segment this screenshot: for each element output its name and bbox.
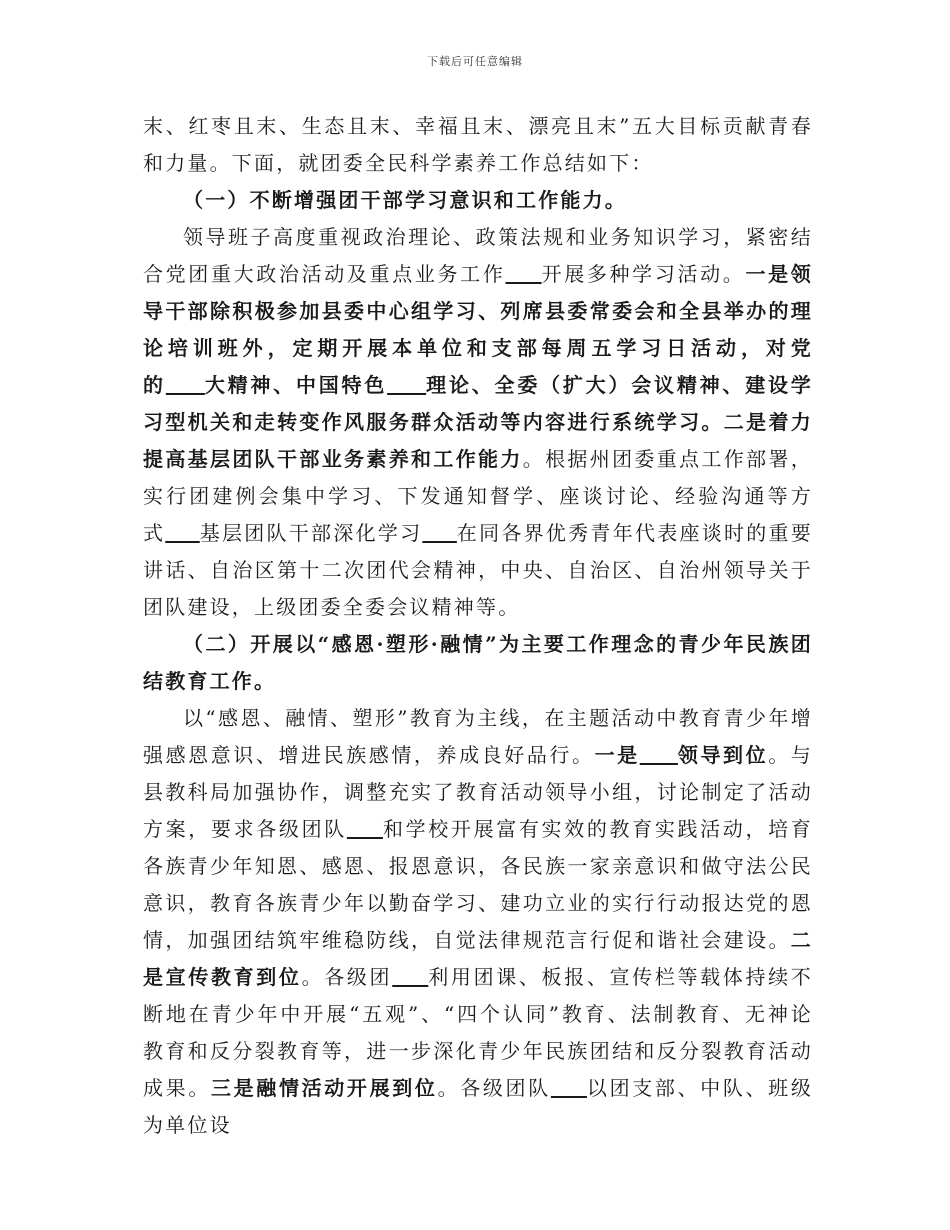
paragraph: [143, 700, 813, 1144]
bold-text-run: （一）不断增强团干部学习意识和工作能力。: [183, 188, 627, 212]
text-run: 。根据州团委重点工作部署，实行团建例会集中学习、下发通知督学、座谈讨论、经验沟通等方式 基层团队干部深化学习 在同各界优秀青年代表座谈时的重要讲话、自治区第十二次团代会精神，中央、自治区、自治州领导关于团队建设，上级团委全委会议精神等。: [143, 447, 813, 619]
bold-text-run: 三是融情活动开展到位: [210, 1076, 438, 1100]
text-run: 。与县教科局加强协作，调整充实了教育活动领导小组，讨论制定了活动方案，要求各级团队 和学校开展富有实效的教育实践活动，培育各族青少年知恩、感恩、报恩意识，各民族一家亲意识和做守法公民意识，教育各族青少年以勤奋学习、建功立业的实行行动报达党的恩情，加强团结筑牢维稳防线，自觉法律规范言行促和谐社会建设。: [143, 743, 813, 952]
blank-underline: [165, 521, 199, 545]
blank-underline: [422, 521, 456, 545]
paragraph: [143, 219, 813, 626]
bold-text-run: 一是 领导到位: [594, 743, 769, 767]
blank-underline: [640, 743, 678, 767]
section-heading: [143, 626, 813, 700]
text-run: 末、红枣且末、生态且末、幸福且末、漂亮且末”五大目标贡献青春和力量。下面，就团委全民科学素养工作总结如下：: [143, 114, 813, 175]
bold-text-run: 一是领导干部除积极参加县委中心组学习、列席县委常委会和全县举办的理论培训班外，定期开展本单位和支部每周五学习日活动，对党的 大精神、中国特色 理论、全委（扩大）会议精神、建设学习型机关和走转变作风服务群众活动等内容进行系统学习。: [143, 262, 813, 434]
bold-text-run: 二是着力提高基层团队干部业务素养和工作能力: [143, 410, 813, 471]
section-heading: [143, 182, 813, 219]
bold-text-run: 二是宣传教育到位: [143, 928, 813, 989]
text-run: 。各级团队 以团支部、中队、班级为单位设: [143, 1076, 814, 1137]
text-run: 。各级团 利用团课、板报、宣传栏等载体持续不断地在青少年中开展“五观”、“四个认同”教育、法制教育、无神论教育和反分裂教育等，进一步深化青少年民族团结和反分裂教育活动成果。: [143, 965, 813, 1100]
blank-underline: [387, 373, 426, 397]
text-run: 以“感恩、融情、塑形”教育为主线，在主题活动中教育青少年增强感恩意识、增进民族感情，养成良好品行。: [143, 706, 813, 767]
blank-underline: [347, 817, 383, 841]
blank-underline: [166, 373, 205, 397]
text-run: 领导班子高度重视政治理论、政策法规和业务知识学习，紧密结合党团重大政治活动及重点业务工作 开展多种学习活动。: [143, 225, 813, 286]
blank-underline: [392, 965, 428, 989]
document-body: [143, 108, 813, 1144]
blank-underline: [506, 262, 542, 286]
paragraph: [143, 108, 813, 182]
bold-text-run: （二）开展以“感恩·塑形·融情”为主要工作理念的青少年民族团结教育工作。: [143, 632, 813, 693]
page-header: 下载后可任意编辑: [427, 55, 523, 68]
blank-underline: [551, 1076, 587, 1100]
